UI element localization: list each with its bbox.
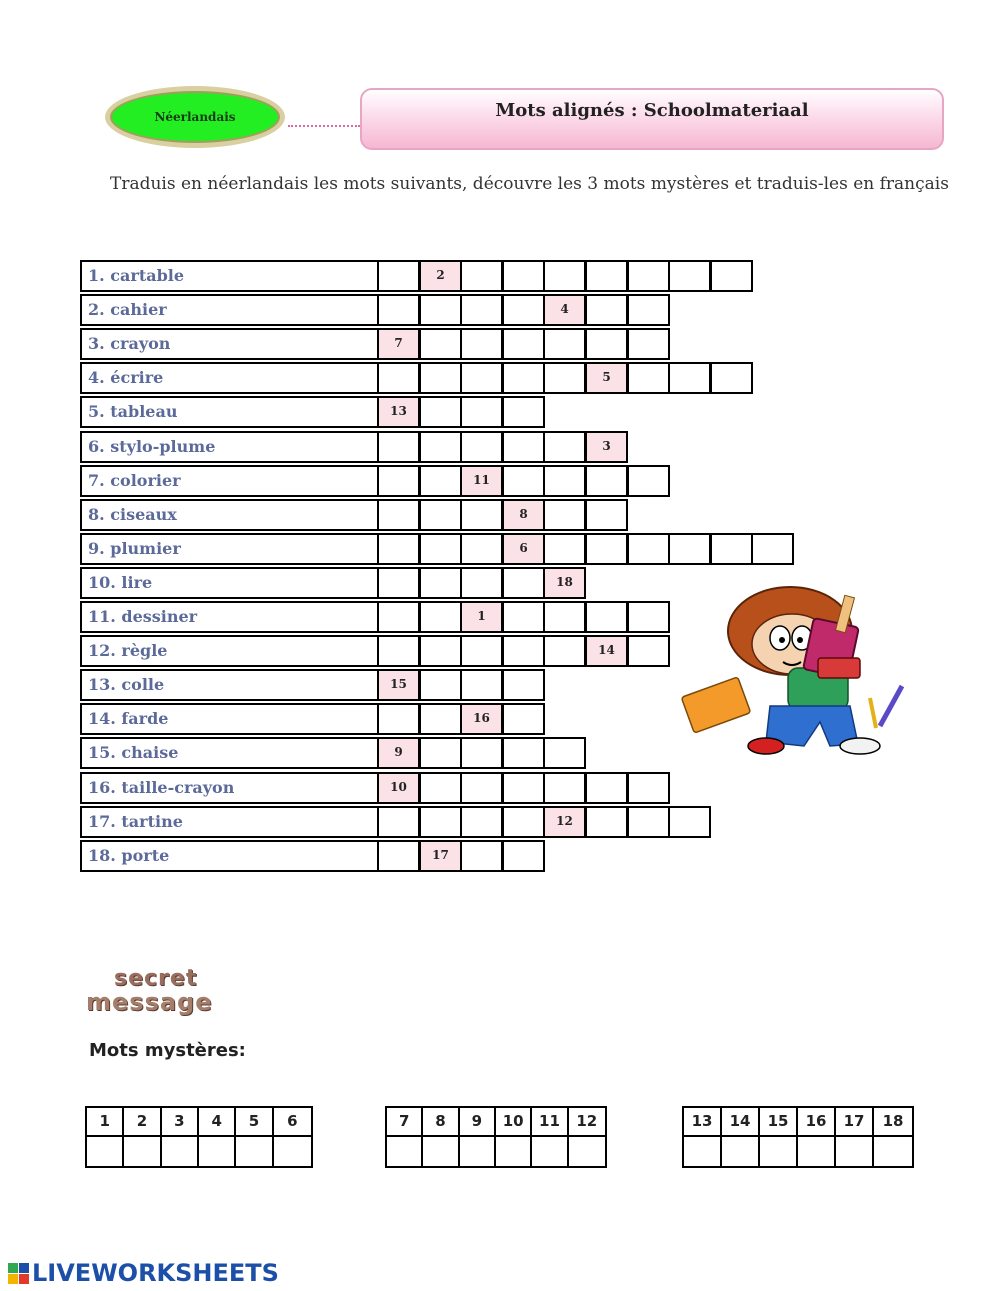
letter-cell[interactable] [377, 806, 420, 838]
mystery-word-grid-3 [682, 1106, 914, 1168]
letter-cell[interactable] [502, 260, 545, 292]
letter-cell[interactable] [543, 328, 586, 360]
answer-number: 10 [496, 1108, 532, 1137]
clue-label: 17. tartine [80, 806, 379, 838]
mystery-word-grid-1 [85, 1106, 313, 1168]
answer-letter-cell[interactable] [199, 1137, 236, 1166]
letter-cell[interactable] [419, 362, 462, 394]
letter-cell[interactable] [460, 840, 503, 872]
letter-cell[interactable] [419, 806, 462, 838]
letter-cell[interactable] [419, 737, 462, 769]
clue-label: 18. porte [80, 840, 379, 872]
letter-cell[interactable] [419, 772, 462, 804]
letter-cell[interactable] [543, 737, 586, 769]
letter-cell[interactable] [502, 567, 545, 599]
letter-cell[interactable] [419, 533, 462, 565]
letter-cell[interactable] [419, 567, 462, 599]
answer-letter-cell[interactable] [836, 1137, 874, 1166]
letter-cell[interactable] [502, 772, 545, 804]
letter-cell[interactable] [377, 499, 420, 531]
letter-cell[interactable] [419, 499, 462, 531]
numbered-letter-cell[interactable]: 15 [377, 669, 420, 701]
letter-cell[interactable] [543, 465, 586, 497]
letter-cell[interactable] [668, 533, 711, 565]
numbered-letter-cell[interactable]: 10 [377, 772, 420, 804]
answer-number: 4 [199, 1108, 236, 1137]
answer-letter-cell[interactable] [387, 1137, 423, 1166]
letter-cell[interactable] [377, 635, 420, 667]
letter-cell[interactable] [502, 328, 545, 360]
letter-cell[interactable] [460, 669, 503, 701]
numbered-letter-cell[interactable]: 5 [585, 362, 628, 394]
letter-cell[interactable] [419, 601, 462, 633]
letter-cell[interactable] [502, 635, 545, 667]
letter-cell[interactable] [668, 806, 711, 838]
answer-letter-cell[interactable] [162, 1137, 199, 1166]
letter-cell[interactable] [419, 669, 462, 701]
answer-number: 11 [532, 1108, 568, 1137]
letter-cell[interactable] [460, 567, 503, 599]
clue-label: 2. cahier [80, 294, 379, 326]
letter-cell[interactable] [502, 601, 545, 633]
letter-cell[interactable] [460, 294, 503, 326]
clue-label: 1. cartable [80, 260, 379, 292]
letter-cell[interactable] [585, 533, 628, 565]
letter-cell[interactable] [377, 840, 420, 872]
answer-number: 2 [124, 1108, 161, 1137]
numbered-letter-cell[interactable]: 3 [585, 431, 628, 463]
letter-cell[interactable] [668, 362, 711, 394]
clue-label: 9. plumier [80, 533, 379, 565]
numbered-letter-cell[interactable]: 8 [502, 499, 545, 531]
answer-letter-cell[interactable] [760, 1137, 798, 1166]
letter-cell[interactable] [419, 431, 462, 463]
letter-cell[interactable] [419, 635, 462, 667]
letter-cell[interactable] [502, 669, 545, 701]
letter-cell[interactable] [585, 601, 628, 633]
letter-cell[interactable] [627, 294, 670, 326]
letter-cell[interactable] [585, 328, 628, 360]
numbered-letter-cell[interactable]: 1 [460, 601, 503, 633]
answer-letter-cell[interactable] [874, 1137, 912, 1166]
answer-letter-cell[interactable] [124, 1137, 161, 1166]
letter-cell[interactable] [543, 431, 586, 463]
letter-cell[interactable] [377, 601, 420, 633]
letter-cell[interactable] [502, 431, 545, 463]
letter-cell[interactable] [377, 431, 420, 463]
letter-cell[interactable] [502, 294, 545, 326]
letter-cell[interactable] [710, 362, 753, 394]
letter-cell[interactable] [710, 260, 753, 292]
clue-label: 16. taille-crayon [80, 772, 379, 804]
letter-cell[interactable] [627, 772, 670, 804]
letter-cell[interactable] [460, 533, 503, 565]
page-title: Mots alignés : Schoolmateriaal [360, 88, 944, 150]
letter-cell[interactable] [460, 362, 503, 394]
letter-cell[interactable] [627, 635, 670, 667]
numbered-letter-cell[interactable]: 9 [377, 737, 420, 769]
mystery-word-grid-2 [385, 1106, 607, 1168]
letter-cell[interactable] [585, 806, 628, 838]
answer-number: 1 [87, 1108, 124, 1137]
clue-label: 8. ciseaux [80, 499, 379, 531]
answer-number: 5 [236, 1108, 273, 1137]
answer-number: 9 [460, 1108, 496, 1137]
numbered-letter-cell[interactable]: 2 [419, 260, 462, 292]
letter-cell[interactable] [502, 840, 545, 872]
numbered-letter-cell[interactable]: 6 [502, 533, 545, 565]
letter-cell[interactable] [419, 396, 462, 428]
answer-letter-cell[interactable] [87, 1137, 124, 1166]
numbered-letter-cell[interactable]: 4 [543, 294, 586, 326]
clue-label: 11. dessiner [80, 601, 379, 633]
crossword-grid [80, 260, 790, 870]
answer-letter-cell[interactable] [722, 1137, 760, 1166]
answer-letter-cell[interactable] [532, 1137, 568, 1166]
answer-number: 13 [684, 1108, 722, 1137]
clue-label: 13. colle [80, 669, 379, 701]
answer-number: 16 [798, 1108, 836, 1137]
letter-cell[interactable] [543, 635, 586, 667]
letter-cell[interactable] [460, 431, 503, 463]
clue-label: 4. écrire [80, 362, 379, 394]
clue-label: 10. lire [80, 567, 379, 599]
language-badge: Néerlandais [105, 86, 285, 148]
letter-cell[interactable] [668, 260, 711, 292]
letter-cell[interactable] [377, 260, 420, 292]
letter-cell[interactable] [502, 465, 545, 497]
letter-cell[interactable] [419, 294, 462, 326]
letter-cell[interactable] [502, 703, 545, 735]
answer-number: 14 [722, 1108, 760, 1137]
numbered-letter-cell[interactable]: 14 [585, 635, 628, 667]
badge-connector [288, 125, 360, 127]
letter-cell[interactable] [627, 362, 670, 394]
mystery-words-title: Mots mystères: [89, 1040, 246, 1061]
letter-cell[interactable] [627, 533, 670, 565]
letter-cell[interactable] [460, 635, 503, 667]
numbered-letter-cell[interactable]: 18 [543, 567, 586, 599]
letter-cell[interactable] [627, 806, 670, 838]
letter-cell[interactable] [585, 294, 628, 326]
answer-letter-cell[interactable] [274, 1137, 311, 1166]
answer-letter-cell[interactable] [569, 1137, 605, 1166]
clue-label: 7. colorier [80, 465, 379, 497]
letter-cell[interactable] [627, 328, 670, 360]
letter-cell[interactable] [377, 362, 420, 394]
letter-cell[interactable] [419, 703, 462, 735]
answer-number: 15 [760, 1108, 798, 1137]
student-carrying-books-illustration [680, 586, 910, 761]
numbered-letter-cell[interactable]: 13 [377, 396, 420, 428]
liveworksheets-logo: LIVEWORKSHEETS [8, 1258, 279, 1288]
answer-letter-cell[interactable] [423, 1137, 459, 1166]
letter-cell[interactable] [543, 601, 586, 633]
letter-cell[interactable] [377, 533, 420, 565]
instructions: Traduis en néerlandais les mots suivants, découvre les 3 mots mystères et traduis-les en français [110, 174, 949, 194]
letter-cell[interactable] [543, 362, 586, 394]
letter-cell[interactable] [460, 260, 503, 292]
letter-cell[interactable] [377, 465, 420, 497]
numbered-letter-cell[interactable]: 7 [377, 328, 420, 360]
answer-number: 3 [162, 1108, 199, 1137]
letter-cell[interactable] [710, 533, 753, 565]
clue-label: 14. farde [80, 703, 379, 735]
numbered-letter-cell[interactable]: 16 [460, 703, 503, 735]
letter-cell[interactable] [585, 772, 628, 804]
liveworksheets-icon [8, 1261, 30, 1285]
letter-cell[interactable] [627, 465, 670, 497]
numbered-letter-cell[interactable]: 17 [419, 840, 462, 872]
letter-cell[interactable] [460, 737, 503, 769]
clue-label: 3. crayon [80, 328, 379, 360]
letter-cell[interactable] [460, 806, 503, 838]
letter-cell[interactable] [460, 396, 503, 428]
answer-number: 8 [423, 1108, 459, 1137]
clue-label: 12. règle [80, 635, 379, 667]
letter-cell[interactable] [377, 703, 420, 735]
letter-cell[interactable] [627, 260, 670, 292]
answer-number: 17 [836, 1108, 874, 1137]
letter-cell[interactable] [419, 465, 462, 497]
letter-cell[interactable] [543, 260, 586, 292]
clue-label: 6. stylo-plume [80, 431, 379, 463]
secret-message-logo: secret message [86, 966, 213, 1016]
numbered-letter-cell[interactable]: 12 [543, 806, 586, 838]
letter-cell[interactable] [502, 806, 545, 838]
clue-label: 5. tableau [80, 396, 379, 428]
clue-label: 15. chaise [80, 737, 379, 769]
letter-cell[interactable] [543, 533, 586, 565]
answer-letter-cell[interactable] [684, 1137, 722, 1166]
letter-cell[interactable] [377, 567, 420, 599]
letter-cell[interactable] [419, 328, 462, 360]
letter-cell[interactable] [502, 362, 545, 394]
letter-cell[interactable] [377, 294, 420, 326]
letter-cell[interactable] [460, 772, 503, 804]
letter-cell[interactable] [502, 396, 545, 428]
answer-number: 12 [569, 1108, 605, 1137]
answer-letter-cell[interactable] [496, 1137, 532, 1166]
answer-number: 18 [874, 1108, 912, 1137]
letter-cell[interactable] [460, 328, 503, 360]
letter-cell[interactable] [502, 737, 545, 769]
answer-letter-cell[interactable] [236, 1137, 273, 1166]
answer-letter-cell[interactable] [460, 1137, 496, 1166]
letter-cell[interactable] [585, 499, 628, 531]
answer-letter-cell[interactable] [798, 1137, 836, 1166]
answer-number: 7 [387, 1108, 423, 1137]
letter-cell[interactable] [543, 772, 586, 804]
letter-cell[interactable] [585, 465, 628, 497]
answer-number: 6 [274, 1108, 311, 1137]
numbered-letter-cell[interactable]: 11 [460, 465, 503, 497]
letter-cell[interactable] [627, 601, 670, 633]
letter-cell[interactable] [460, 499, 503, 531]
letter-cell[interactable] [585, 260, 628, 292]
letter-cell[interactable] [543, 499, 586, 531]
letter-cell[interactable] [751, 533, 794, 565]
